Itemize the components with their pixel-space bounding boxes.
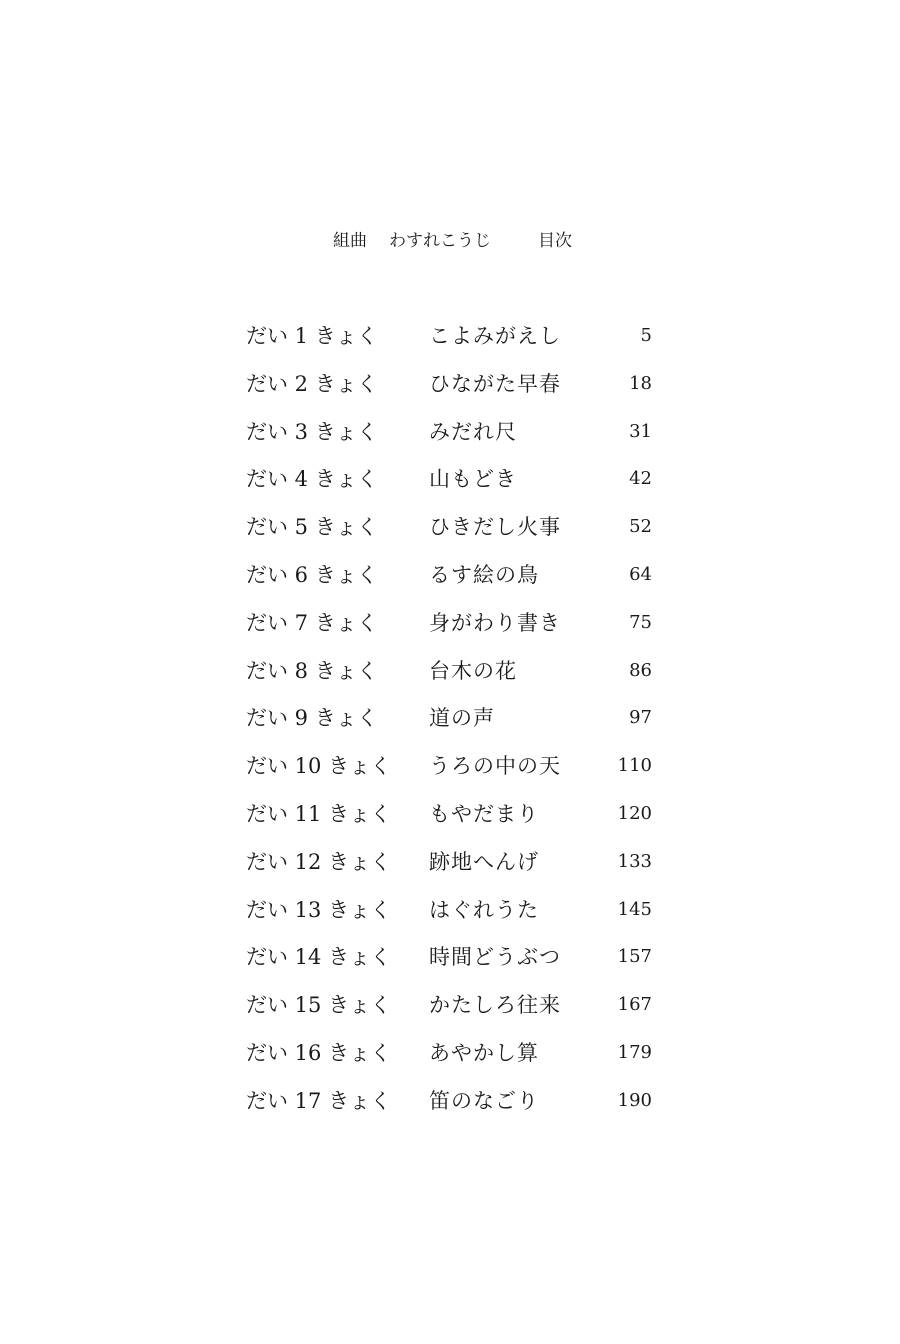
- movement-label: だい 8 きょく: [246, 658, 378, 683]
- page-number: 190: [617, 1089, 652, 1111]
- movement-title: 道の声: [429, 706, 495, 731]
- toc-entry-9[interactable]: [244, 695, 656, 743]
- movement-label: だい 4 きょく: [246, 467, 378, 492]
- page-number: 120: [617, 802, 652, 824]
- page-number: 5: [640, 325, 652, 346]
- movement-title: ひきだし火事: [429, 515, 561, 540]
- movement-label: だい 11 きょく: [246, 801, 392, 826]
- movement-label: だい 7 きょく: [246, 610, 378, 635]
- movement-title: はぐれうた: [429, 897, 539, 922]
- movement-label: だい 12 きょく: [246, 849, 392, 874]
- movement-title: 山もどき: [429, 467, 517, 492]
- toc-entry-16[interactable]: [244, 1030, 656, 1078]
- page-number: 167: [617, 994, 652, 1016]
- movement-title: 時間どうぶつ: [429, 945, 561, 970]
- page-number: 110: [617, 755, 652, 777]
- toc-entry-7[interactable]: [244, 600, 656, 648]
- toc-entry-15[interactable]: [244, 982, 656, 1030]
- movement-label: だい 15 きょく: [246, 993, 392, 1018]
- movement-label: だい 3 きょく: [246, 419, 378, 444]
- movement-title: もやだまり: [429, 801, 539, 826]
- movement-title: かたしろ往来: [429, 993, 561, 1018]
- page-number: 145: [617, 898, 652, 920]
- toc-entry-8[interactable]: [244, 648, 656, 696]
- page-number: 18: [629, 372, 652, 394]
- page-number: 133: [617, 850, 652, 872]
- toc-label: 目次: [538, 231, 572, 251]
- page-number: 86: [629, 659, 652, 681]
- movement-label: だい 16 きょく: [246, 1040, 392, 1065]
- toc-entry-11[interactable]: [244, 791, 656, 839]
- toc-entry-10[interactable]: [244, 743, 656, 791]
- page-number: 52: [629, 516, 652, 538]
- page-number: 31: [629, 420, 652, 442]
- movement-title: ひながた早春: [429, 371, 561, 396]
- movement-title: 台木の花: [429, 658, 517, 683]
- suite-label: 組曲: [333, 231, 367, 251]
- movement-title: みだれ尺: [429, 419, 517, 444]
- toc-entry-4[interactable]: [244, 456, 656, 504]
- movement-label: だい 10 きょく: [246, 754, 392, 779]
- toc-header: [0, 228, 900, 254]
- movement-label: だい 1 きょく: [246, 324, 378, 348]
- table-of-contents: [244, 313, 656, 1126]
- movement-label: だい 6 きょく: [246, 562, 378, 587]
- toc-entry-17[interactable]: [244, 1078, 656, 1126]
- page-number: 75: [629, 611, 652, 633]
- movement-label: だい 9 きょく: [246, 706, 378, 731]
- page-number: 157: [617, 946, 652, 968]
- movement-label: だい 14 きょく: [246, 945, 392, 970]
- page-number: 179: [617, 1041, 652, 1063]
- page-number: 42: [629, 468, 652, 490]
- movement-title: 身がわり書き: [429, 610, 561, 635]
- page-number: 97: [629, 707, 652, 729]
- movement-label: だい 5 きょく: [246, 515, 378, 540]
- toc-entry-12[interactable]: [244, 839, 656, 887]
- movement-title: 跡地へんげ: [429, 849, 539, 874]
- toc-entry-1[interactable]: [244, 313, 656, 361]
- page-number: 64: [629, 563, 652, 585]
- toc-entry-13[interactable]: [244, 887, 656, 935]
- movement-title: うろの中の天: [429, 754, 561, 779]
- movement-title: こよみがえし: [429, 324, 561, 348]
- movement-label: だい 17 きょく: [246, 1088, 392, 1113]
- suite-title: わすれこうじ: [389, 231, 491, 251]
- movement-title: 笛のなごり: [429, 1088, 539, 1113]
- movement-label: だい 2 きょく: [246, 371, 378, 396]
- movement-title: るす絵の鳥: [429, 562, 539, 587]
- toc-entry-2[interactable]: [244, 361, 656, 409]
- toc-entry-5[interactable]: [244, 504, 656, 552]
- toc-entry-14[interactable]: [244, 934, 656, 982]
- toc-entry-3[interactable]: [244, 409, 656, 457]
- movement-title: あやかし算: [429, 1040, 539, 1065]
- toc-entry-6[interactable]: [244, 552, 656, 600]
- movement-label: だい 13 きょく: [246, 897, 392, 922]
